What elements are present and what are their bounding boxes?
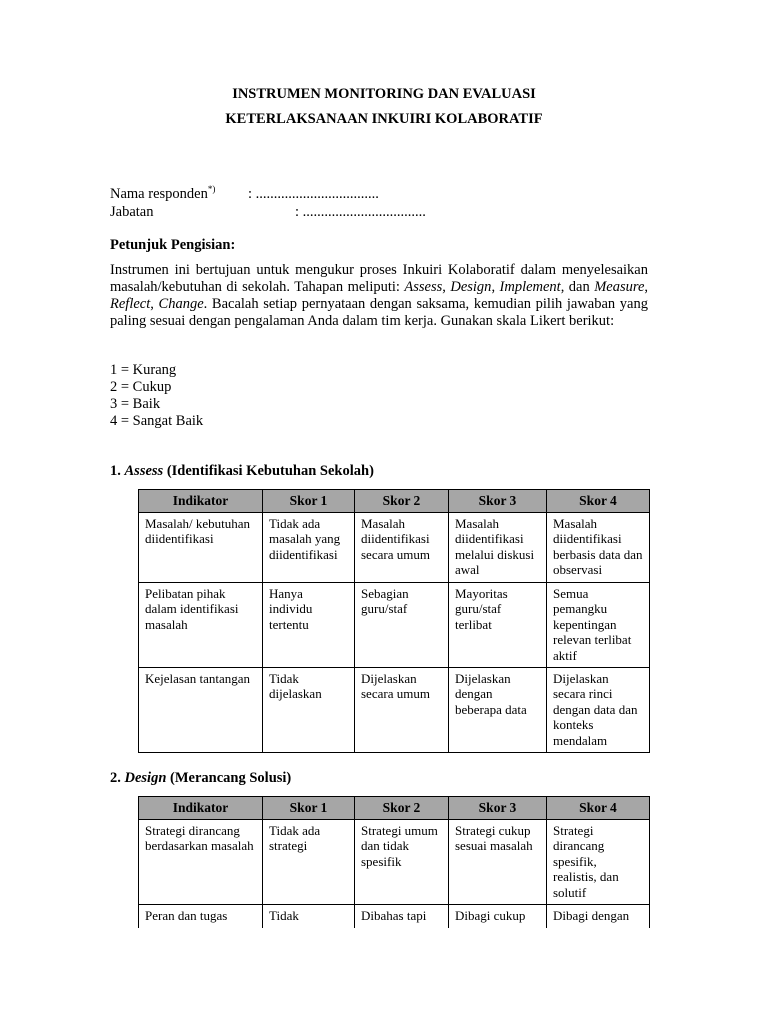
separator: , <box>442 279 451 295</box>
document-title-line-1: INSTRUMEN MONITORING DAN EVALUASI <box>232 86 536 102</box>
term-implement: Implement <box>499 279 561 295</box>
section-term: Assess <box>124 463 164 479</box>
likert-scale-item: 1 = Kurang <box>110 362 177 378</box>
indicator-cell: Strategi dirancang berdasarkan masalah <box>139 820 263 905</box>
column-header: Skor 4 <box>547 490 650 513</box>
section-1-heading <box>110 463 374 480</box>
document-title-line-2: KETERLAKSANAAN INKUIRI KOLABORATIF <box>225 111 543 127</box>
respondent-name-blank: : .................................. <box>248 186 379 202</box>
separator: , <box>644 279 649 295</box>
respondent-name-label: Nama responden <box>110 186 208 202</box>
score-cell: Semua pemangku kepentingan relevan terlibat aktif <box>547 583 650 668</box>
score-cell: Dijelaskan secara umum <box>355 668 449 753</box>
table-header-row <box>139 797 650 820</box>
likert-scale-item: 3 = Baik <box>110 396 161 412</box>
score-cell: Hanya individu tertentu <box>263 583 355 668</box>
section-2-heading <box>110 770 291 787</box>
section-subtitle: (Identifikasi Kebutuhan Sekolah) <box>163 463 374 479</box>
column-header: Skor 1 <box>263 490 355 513</box>
indicator-cell: Pelibatan pihak dalam identifikasi masalah <box>139 583 263 668</box>
section-number: 1. <box>110 463 125 479</box>
column-header: Skor 3 <box>449 490 547 513</box>
separator: , <box>150 296 159 312</box>
term-change: Change <box>158 296 204 312</box>
section-number: 2. <box>110 770 125 786</box>
table-row <box>139 905 650 929</box>
separator: , <box>491 279 500 295</box>
column-header: Skor 3 <box>449 797 547 820</box>
score-cell: Sebagian guru/staf <box>355 583 449 668</box>
score-cell: Tidak <box>263 905 355 929</box>
respondent-position-label: Jabatan <box>110 204 154 220</box>
score-cell: Dibagi dengan <box>547 905 650 929</box>
term-design: Design <box>450 279 492 295</box>
indicator-cell: Masalah/ kebutuhan diidentifikasi <box>139 513 263 583</box>
score-cell: Mayoritas guru/staf terlibat <box>449 583 547 668</box>
column-header: Indikator <box>139 797 263 820</box>
score-cell: Tidak ada masalah yang diidentifikasi <box>263 513 355 583</box>
table-row <box>139 820 650 905</box>
score-cell: Strategi dirancang spesifik, realistis, dan solutif <box>547 820 650 905</box>
table-row <box>139 583 650 668</box>
term-measure: Measure <box>594 279 645 295</box>
column-header: Skor 1 <box>263 797 355 820</box>
term-reflect: Reflect <box>110 296 151 312</box>
column-header: Skor 2 <box>355 797 449 820</box>
indicator-cell: Peran dan tugas <box>139 905 263 929</box>
score-cell: Dijelaskan secara rinci dengan data dan konteks mendalam <box>547 668 650 753</box>
score-cell: Masalah diidentifikasi melalui diskusi awal <box>449 513 547 583</box>
score-cell: Tidak dijelaskan <box>263 668 355 753</box>
column-header: Skor 2 <box>355 490 449 513</box>
score-cell: Strategi cukup sesuai masalah <box>449 820 547 905</box>
column-header: Skor 4 <box>547 797 650 820</box>
indicator-cell: Kejelasan tantangan <box>139 668 263 753</box>
instructions-heading: Petunjuk Pengisian: <box>110 237 236 253</box>
table-header-row <box>139 490 650 513</box>
table-row <box>139 668 650 753</box>
score-cell: Tidak ada strategi <box>263 820 355 905</box>
term-assess: Assess <box>404 279 443 295</box>
table-row <box>139 513 650 583</box>
score-cell: Masalah diidentifikasi secara umum <box>355 513 449 583</box>
score-cell: Strategi umum dan tidak spesifik <box>355 820 449 905</box>
assess-rubric-table <box>138 489 650 753</box>
respondent-position-blank: : .................................. <box>295 204 426 220</box>
instructions-text-2: . Bacalah setiap pernyataan dengan saksama, kemudian pilih jawaban yang paling sesuai dengan pengalaman Anda dalam tim kerja. Gunakan skala Likert berikut: <box>110 296 648 329</box>
score-cell: Dibahas tapi <box>355 905 449 929</box>
separator: , dan <box>560 279 595 295</box>
instructions-text-1: Instrumen ini bertujuan untuk mengukur proses Inkuiri Kolaboratif dalam menyelesaikan masalah/kebutuhan di sekolah. Tahapan meliputi: <box>110 262 648 295</box>
section-term: Design <box>124 770 167 786</box>
section-subtitle: (Merancang Solusi) <box>166 770 292 786</box>
likert-scale-item: 2 = Cukup <box>110 379 172 395</box>
score-cell: Masalah diidentifikasi berbasis data dan observasi <box>547 513 650 583</box>
score-cell: Dibagi cukup <box>449 905 547 929</box>
respondent-name-footnote-mark: *) <box>207 184 216 195</box>
column-header: Indikator <box>139 490 263 513</box>
score-cell: Dijelaskan dengan beberapa data <box>449 668 547 753</box>
likert-scale-item: 4 = Sangat Baik <box>110 413 204 429</box>
design-rubric-table <box>138 796 650 928</box>
